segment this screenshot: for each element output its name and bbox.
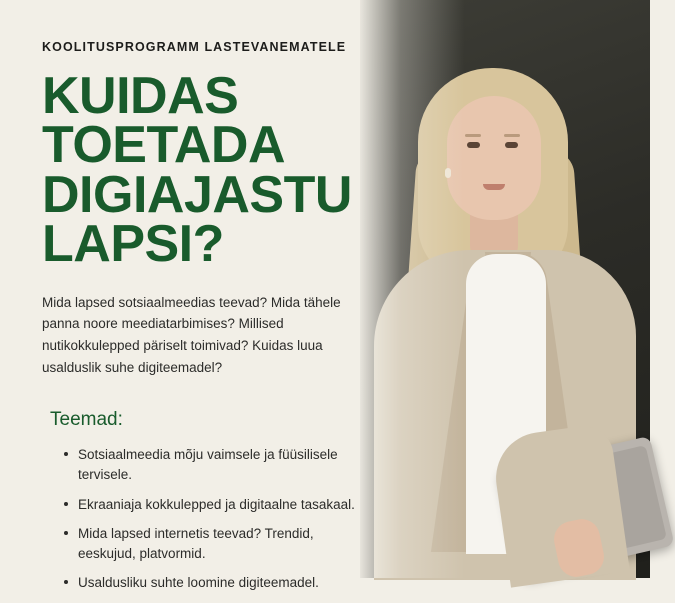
list-item: Usaldusliku suhte loomine digiteemadel. bbox=[64, 573, 364, 593]
headline-line-2: DIGIAJASTU bbox=[42, 165, 352, 224]
topics-heading: Teemad: bbox=[50, 409, 123, 430]
headline-line-1: KUIDAS TOETADA bbox=[42, 67, 286, 175]
poster-eyebrow: KOOLITUSPROGRAMM LASTEVANEMATELE bbox=[42, 40, 347, 54]
poster-content bbox=[42, 40, 442, 603]
list-item: Ekraaniaja kokkulepped ja digitaalne tasakaal. bbox=[64, 495, 364, 515]
page-title bbox=[42, 67, 442, 274]
intro-paragraph: Mida lapsed sotsiaalmeedias teevad? Mida tähele panna noore meediatarbimises? Millised nutikokkulepped päriselt toimivad? Kuidas luua usalduslik suhe digiteemadel? bbox=[42, 294, 341, 376]
list-item: Mida lapsed internetis teevad? Trendid, eeskujud, platvormid. bbox=[64, 524, 364, 565]
topics-list bbox=[64, 445, 442, 594]
headline-line-3: LAPSI? bbox=[42, 215, 224, 274]
list-item: Sotsiaalmeedia mõju vaimsele ja füüsilisele tervisele. bbox=[64, 445, 364, 486]
